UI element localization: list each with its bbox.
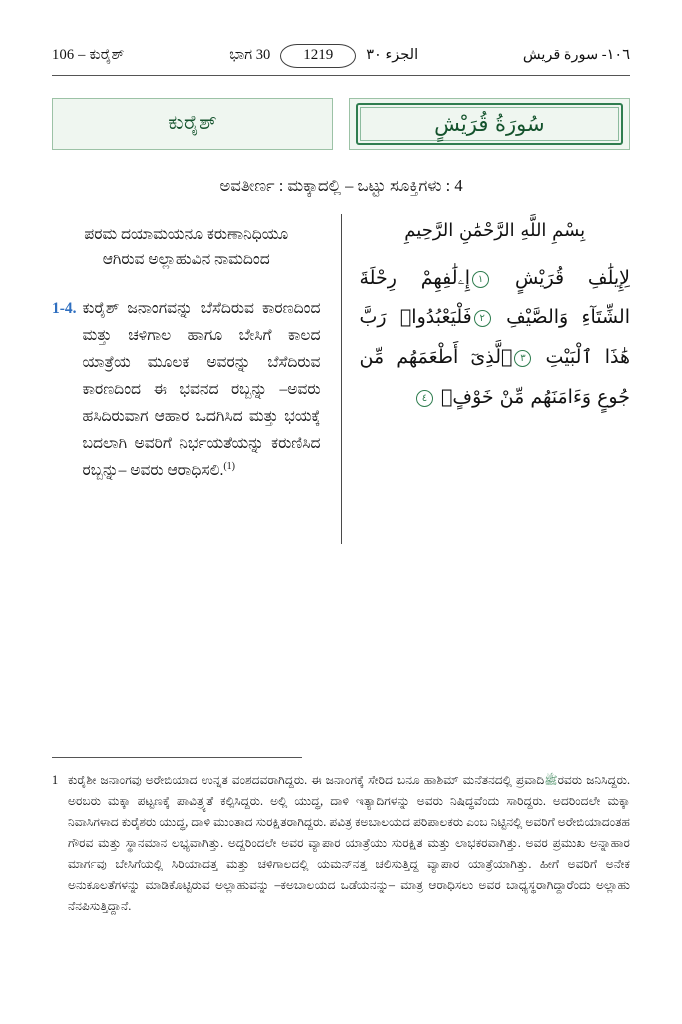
ayah-marker: ١	[472, 271, 489, 288]
surah-title-kn: ಕುರೈಶ್	[52, 98, 333, 150]
ayah-marker: ٢	[474, 310, 491, 327]
footnote-arabic-honorific: ﷺ	[544, 774, 558, 787]
surah-title-ar-frame	[349, 98, 630, 150]
footnote-divider	[52, 757, 302, 758]
arabic-text-segment: ٱلَّذِىٓ أَطْعَمَهُم مِّن جُوعٍ وَءَامَنَهُم مِّنْ خَوْفٍۭ	[359, 346, 630, 409]
surah-title-band	[52, 98, 630, 150]
part-label: ಭಾಗ 30	[229, 47, 271, 64]
bismillah-translation-line1: ಪರಮ ದಯಾಮಯನೂ ಕರುಣಾನಿಧಿಯೂ	[84, 225, 289, 243]
body-columns	[52, 214, 630, 544]
verse-number: 1-4.	[52, 299, 77, 317]
header-surah-label-kn: 106 – ಕುರೈಶ್	[52, 47, 125, 64]
header-surah-label-ar: ١٠٦- سورة قريش	[522, 47, 630, 64]
arabic-text-segment: فَلْيَعْبُدُوا۟ رَبَّ هَٰذَا ٱلْبَيْتِ	[359, 306, 630, 369]
footnote	[52, 770, 630, 917]
juz-label: الجزء ٣٠	[366, 47, 419, 64]
title-gap	[333, 98, 348, 150]
footnote-body	[68, 770, 630, 917]
footnote-text-part1: ಕುರೈಶೀ ಜನಾಂಗವು ಅರೇಬಿಯಾದ ಉನ್ನತ ವಂಶದವರಾಗಿದ್ದರು. ಈ ಜನಾಂಗಕ್ಕೆ ಸೇರಿದ ಬನೂ ಹಾಶಿಮ್ ಮನೆತನದಲ್ಲಿ ಪ್ರವಾದಿ	[68, 773, 545, 787]
arabic-column	[342, 214, 631, 544]
arabic-text-segment: لِإِيلَٰفِ قُرَيْشٍ	[491, 266, 630, 289]
bismillah-translation-line2: ಆಗಿರುವ ಅಲ್ಲಾಹುವಿನ ನಾಮದಿಂದ	[102, 251, 270, 269]
ayah-marker: ٤	[416, 390, 433, 407]
translation-column	[52, 214, 341, 544]
footnote-reference: (1)	[223, 461, 236, 473]
header-divider	[52, 75, 630, 76]
verse-translation-block	[52, 295, 321, 485]
footnote-index: 1	[52, 773, 59, 787]
page-number-badge: 1219	[280, 44, 356, 68]
page-header	[52, 0, 630, 68]
header-center	[125, 44, 523, 68]
verse-translation-text	[83, 295, 321, 485]
ayah-marker: ٣	[514, 350, 531, 367]
arabic-text-segment: إِۦلَٰفِهِمْ رِحْلَةَ الشِّتَآءِ وَالصَّيْفِ	[359, 266, 630, 329]
footnote-text-part2: ರವರು ಜನಿಸಿದ್ದರು. ಅರಬರು ಮಕ್ಕಾ ಪಟ್ಟಣಕ್ಕೆ ಪಾವಿತ್ರ್ಯತೆ ಕಲ್ಪಿಸಿದ್ದರು. ಅಲ್ಲಿ ಯುದ್ಧ, ದಾಳಿ ಇತ್ಯಾದಿಗಳನ್ನು ಅವರು ನಿಷಿದ್ಧವೆಂದು ಸಾರಿದ್ದರು. ಅದರಿಂದಲೇ ಮಕ್ಕಾ ನಿವಾಸಿಗಳಾದ ಕುರೈಶರು ಯುದ್ಧ, ದಾಳಿ ಮುಂತಾದ ಸುರಕ್ಷಿತರಾಗಿದ್ದರು. ಪವಿತ್ರ ಕಅಬಾಲಯದ ಪರಿಪಾಲಕರು ಎಂಬ ನಿಟ್ಟಿನಲ್ಲಿ ಅವರಿಗೆ ಅರೇಬಿಯಾದಂತಹ ಗೌರವ ಮತ್ತು ಸ್ಥಾನಮಾನ ಲಭ್ಯವಾಗಿತ್ತು. ಅದ್ದರಿಂದಲೇ ಅವರ ವ್ಯಾಪಾರ ಯಾತ್ರೆಯು ಸುರಕ್ಷಿತ ಮತ್ತು ಲಾಭಕರವಾಗಿತ್ತು. ಅವರ ಪ್ರಮುಖ ಅನ್ನಾಹಾರ ಮಾರ್ಗವು ಬೇಸಿಗೆಯಲ್ಲಿ ಸಿರಿಯಾದತ್ತ ಮತ್ತು ಚಳಿಗಾಲದಲ್ಲಿ ಯಮನ್‌ನತ್ತ ಚಲಿಸುತ್ತಿದ್ದ ವ್ಯಾಪಾರ ಯಾತ್ರೆಯಾಗಿತ್ತು. ಹೀಗೆ ಅವರಿಗೆ ಅನೇಕ ಅನುಕೂಲತೆಗಳನ್ನು ಮಾಡಿಕೊಟ್ಟಿರುವ ಅಲ್ಲಾಹುವನ್ನು –ಕಅಬಾಲಯದ ಒಡೆಯನನ್ನು– ಮಾತ್ರ ಆರಾಧಿಸಲು ಅವರ ಬಾಧ್ಯಸ್ಥರಾಗಿದ್ದಾರೆಂದು ಅಲ್ಲಾಹು ನೆನಪಿಸುತ್ತಿದ್ದಾನೆ.	[68, 773, 630, 913]
revelation-info: ಅವತೀರ್ಣ : ಮಕ್ಕಾದಲ್ಲಿ – ಒಟ್ಟು ಸೂಕ್ತಿಗಳು : 4	[219, 175, 463, 195]
surah-title-ar: سُورَةُ قُرَيْشٍ	[434, 111, 545, 136]
bismillah-translation	[52, 222, 321, 273]
verse-translation-body: ಕುರೈಶ್ ಜನಾಂಗವನ್ನು ಬೆಸೆದಿರುವ ಕಾರಣದಿಂದ ಮತ್ತು ಚಳಿಗಾಲ ಹಾಗೂ ಬೇಸಿಗೆ ಕಾಲದ ಯಾತ್ರೆಯ ಮೂಲಕ ಅವರನ್ನು ಬೆಸೆದಿರುವ ಕಾರಣದಿಂದ ಈ ಭವನದ ರಬ್ಬನ್ನು –ಅವರು ಹಸಿದಿರುವಾಗ ಆಹಾರ ಒದಗಿಸಿದ ಮತ್ತು ಭಯಕ್ಕೆ ಬದಲಾಗಿ ಅವರಿಗೆ ನಿರ್ಭಯತೆಯನ್ನು ಕರುಣಿಸಿದ ರಬ್ಬನ್ನು– ಅವರು ಆರಾಧಿಸಲಿ.	[82, 299, 321, 480]
bismillah-arabic: بِسْمِ اللَّهِ الرَّحْمَٰنِ الرَّحِيمِ	[404, 219, 586, 241]
arabic-verses	[360, 259, 631, 419]
